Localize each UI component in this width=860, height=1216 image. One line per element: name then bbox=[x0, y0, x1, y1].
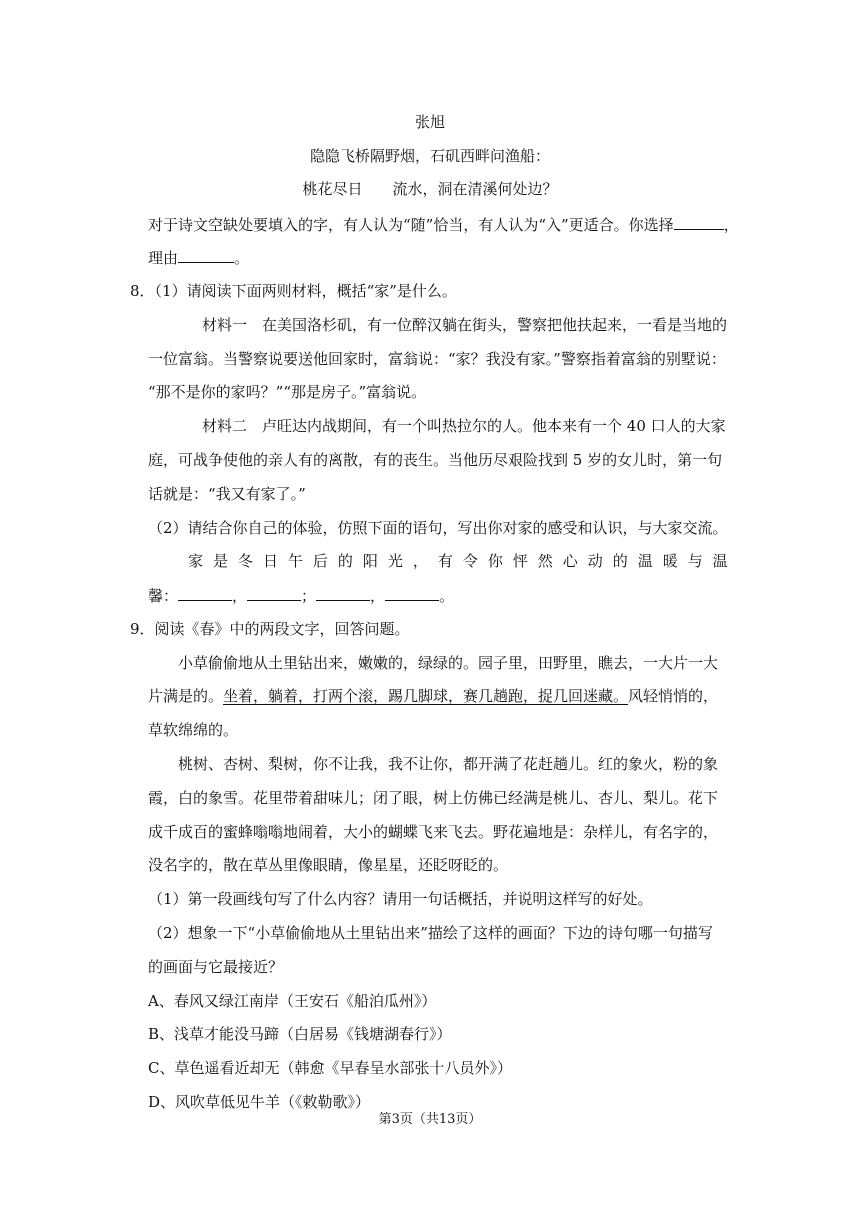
answer-blank[interactable] bbox=[316, 585, 370, 601]
example-char: 怦 bbox=[512, 552, 528, 570]
example-char: 阳 bbox=[362, 552, 378, 570]
answer-blank[interactable] bbox=[247, 585, 301, 601]
q9-para2-line1: 桃树、杏树、梨树，你不让我，我不让你，都开满了花赶趟儿。红的象火，粉的象 bbox=[178, 755, 719, 773]
poem-line-2-start: 桃花尽日 bbox=[302, 180, 363, 198]
example-char: 是 bbox=[212, 552, 228, 570]
example-char: 后 bbox=[312, 552, 328, 570]
example-char: ， bbox=[412, 552, 428, 570]
example-char: 你 bbox=[487, 552, 503, 570]
example-char: 的 bbox=[337, 552, 353, 570]
poem-line-2-end: 流水，洞在清溪何处边？ bbox=[392, 180, 558, 198]
question-number: 9． bbox=[130, 620, 155, 638]
answer-blank[interactable] bbox=[178, 247, 234, 263]
answer-blank[interactable] bbox=[178, 585, 232, 601]
example-char: 日 bbox=[262, 552, 278, 570]
option-d[interactable]: D、风吹草低见牛羊（《敕勒歌》） bbox=[148, 1093, 371, 1111]
q8-material2-line2: 庭，可战争使他的亲人有的离散，有的丧生。当他历尽艰险找到 5 岁的女儿时，第一句 bbox=[148, 451, 723, 469]
poem-author: 张旭 bbox=[414, 113, 445, 131]
underlined-sentence: 坐着，躺着，打两个滚，踢几脚球，赛几趟跑，捉几回迷藏。 bbox=[223, 687, 629, 705]
example-char: 暖 bbox=[662, 552, 678, 570]
q8-material2-line3: 话就是：“我又有家了。” bbox=[148, 485, 306, 503]
q8-part1: 8．（1）请阅读下面两则材料，概括“家”是什么。 bbox=[130, 282, 457, 300]
q9-para2-line2: 霞，白的象雪。花里带着甜味儿；闭了眼，树上仿佛已经满是桃儿、杏儿、梨儿。花下 bbox=[148, 789, 719, 807]
q9-para2-line4: 没名字的，散在草丛里像眼睛，像星星，还眨呀眨的。 bbox=[148, 856, 509, 874]
q8-material1-line2: 一位富翁。当警察说要送他回家时，富翁说：“家？我没有家。”警察指着富翁的别墅说： bbox=[148, 350, 726, 368]
example-char: 温 bbox=[712, 552, 728, 570]
answer-blank[interactable] bbox=[385, 585, 439, 601]
question-number: 8． bbox=[130, 282, 155, 300]
q7-reason: 理由 。 bbox=[148, 249, 250, 267]
example-char: 冬 bbox=[237, 552, 253, 570]
example-char: 的 bbox=[612, 552, 628, 570]
example-char: 有 bbox=[437, 552, 453, 570]
page-footer: 第3页（共13页） bbox=[378, 1112, 482, 1127]
answer-blank[interactable] bbox=[674, 214, 724, 230]
q8-part2: （2）请结合你自己的体验，仿照下面的语句，写出你对家的感受和认识，与大家交流。 bbox=[148, 519, 728, 537]
example-char: 与 bbox=[687, 552, 703, 570]
example-char: 午 bbox=[287, 552, 303, 570]
q9-title: 9．阅读《春》中的两段文字，回答问题。 bbox=[130, 620, 410, 638]
q8-example-line1 bbox=[188, 551, 728, 571]
q9-para1-line1: 小草偷偷地从土里钻出来，嫩嫩的，绿绿的。园子里，田野里，瞧去，一大片一大 bbox=[178, 654, 719, 672]
q8-material1-line1: 材料一 在美国洛杉矶，有一位醉汉躺在街头，警察把他扶起来，一看是当地的 bbox=[202, 316, 728, 334]
poem-line-1: 隐隐飞桥隔野烟，石矶西畔问渔船： bbox=[309, 147, 550, 165]
example-char: 然 bbox=[537, 552, 553, 570]
q8-material2-line1: 材料二 卢旺达内战期间，有一个叫热拉尔的人。他本来有一个 40 口人的大家 bbox=[202, 417, 726, 435]
option-a[interactable]: A、春风又绿江南岸（王安石《船泊瓜州》） bbox=[148, 992, 437, 1010]
q8-example-line2: 馨： ， ； ， 。 bbox=[148, 587, 455, 605]
poem-line-2 bbox=[0, 179, 860, 199]
example-char: 动 bbox=[587, 552, 603, 570]
example-char: 家 bbox=[188, 552, 204, 570]
q9-para1-line3: 草软绵绵的。 bbox=[148, 721, 239, 739]
option-c[interactable]: C、草色遥看近却无（韩愈《早春呈水部张十八员外》） bbox=[148, 1059, 512, 1077]
q9-para2-line3: 成千成百的蜜蜂嗡嗡地闹着，大小的蝴蝶飞来飞去。野花遍地是：杂样儿，有名字的， bbox=[148, 823, 719, 841]
example-char: 心 bbox=[562, 552, 578, 570]
example-char: 温 bbox=[637, 552, 653, 570]
q8-material1-line3: “那不是你的家吗？”“那是房子。”富翁说。 bbox=[148, 383, 427, 401]
q9-sub2-line2: 的画面与它最接近？ bbox=[148, 958, 284, 976]
q9-sub1: （1）第一段画线句写了什么内容？请用一句话概括，并说明这样写的好处。 bbox=[148, 890, 653, 908]
example-char: 令 bbox=[462, 552, 478, 570]
example-char: 光 bbox=[387, 552, 403, 570]
option-b[interactable]: B、浅草才能没马蹄（白居易《钱塘湖春行》） bbox=[148, 1025, 452, 1043]
q7-prompt: 对于诗文空缺处要填入的字，有人认为“随”恰当，有人认为“入”更适合。你选择 ， bbox=[148, 216, 739, 234]
q9-para1-line2: 片满是的。坐着，躺着，打两个滚，踢几脚球，赛几趟跑，捉几回迷藏。风轻悄悄的， bbox=[148, 687, 719, 705]
q9-sub2-line1: （2）想象一下“小草偷偷地从土里钻出来”描绘了这样的画面？下边的诗句哪一句描写 bbox=[148, 924, 713, 942]
